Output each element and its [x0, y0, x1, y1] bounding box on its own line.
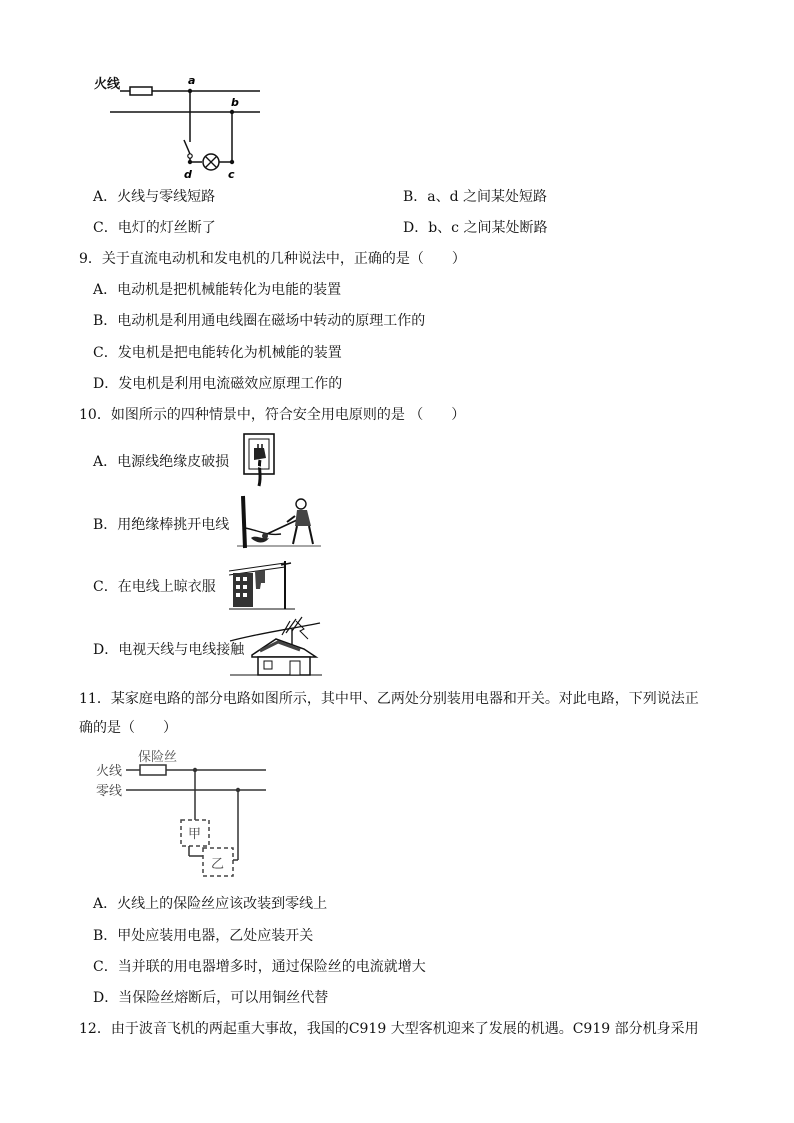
- q9-option-b[interactable]: B．电动机是利用通电线圈在磁场中转动的原理工作的: [93, 313, 426, 329]
- q8-option-b[interactable]: B．a、d 之间某处短路: [403, 189, 548, 205]
- q11-option-c[interactable]: C．当并联的用电器增多时，通过保险丝的电流就增大: [93, 959, 426, 975]
- q11-option-d[interactable]: D．当保险丝熔断后，可以用铜丝代替: [93, 990, 329, 1006]
- q9-stem: 9．关于直流电动机和发电机的几种说法中，正确的是（ ）: [79, 251, 466, 267]
- q11-fuse-label: 保险丝: [138, 750, 178, 765]
- q8-switch: [184, 140, 190, 154]
- q8-fuse: [130, 87, 152, 95]
- q11-option-a[interactable]: A．火线上的保险丝应该改装到零线上: [93, 896, 328, 912]
- q8-point-b: b: [231, 96, 239, 109]
- q11-yi-label: 乙: [211, 857, 225, 872]
- q8-option-d[interactable]: D．b、c 之间某处断路: [403, 220, 548, 236]
- q10-antenna-wire-image: [230, 615, 322, 677]
- q11-circuit-diagram: [90, 748, 274, 884]
- q10-insulated-rod-image: [237, 494, 321, 550]
- q11-stem-line2: 确的是（ ）: [79, 720, 177, 736]
- q11-option-b[interactable]: B．甲处应装用电器，乙处应装开关: [93, 928, 314, 944]
- q10-option-c[interactable]: C．在电线上晾衣服: [93, 579, 216, 595]
- q11-fuse: [140, 765, 166, 775]
- q8-point-d: d: [184, 168, 192, 181]
- q10-option-a[interactable]: A．电源线绝缘皮破损: [93, 454, 230, 470]
- q8-option-c[interactable]: C．电灯的灯丝断了: [93, 220, 216, 236]
- q9-option-c[interactable]: C．发电机是把电能转化为机械能的装置: [93, 345, 342, 361]
- q8-lamp: [203, 154, 219, 170]
- q11-neutral-wire-label: 零线: [96, 784, 123, 799]
- q11-jia-label: 甲: [188, 827, 202, 842]
- q12-stem-line1: 12．由于波音飞机的两起重大事故，我国的C919 大型客机迎来了发展的机遇。C919 部分机身采用: [79, 1021, 699, 1037]
- q8-point-a: a: [188, 74, 196, 87]
- q9-option-a[interactable]: A．电动机是把机械能转化为电能的装置: [93, 282, 342, 298]
- q9-option-d[interactable]: D．发电机是利用电流磁效应原理工作的: [93, 376, 343, 392]
- q8-live-wire-label: 火线: [94, 77, 121, 92]
- q10-option-b[interactable]: B．用绝缘棒挑开电线: [93, 517, 230, 533]
- q10-clothes-on-wire-image: [229, 559, 295, 611]
- q8-option-a[interactable]: A．火线与零线短路: [93, 189, 216, 205]
- q11-stem-line1: 11．某家庭电路的部分电路如图所示，其中甲、乙两处分别装用电器和开关。对此电路，下列说法正: [79, 691, 699, 707]
- q8-point-c: c: [228, 168, 235, 181]
- q10-option-d[interactable]: D．电视天线与电线接触: [93, 642, 245, 658]
- q10-socket-image: [242, 432, 276, 488]
- q10-stem: 10．如图所示的四种情景中，符合安全用电原则的是 （ ）: [79, 407, 466, 423]
- q11-live-wire-label: 火线: [96, 764, 123, 779]
- q8-circuit-diagram: [90, 70, 270, 182]
